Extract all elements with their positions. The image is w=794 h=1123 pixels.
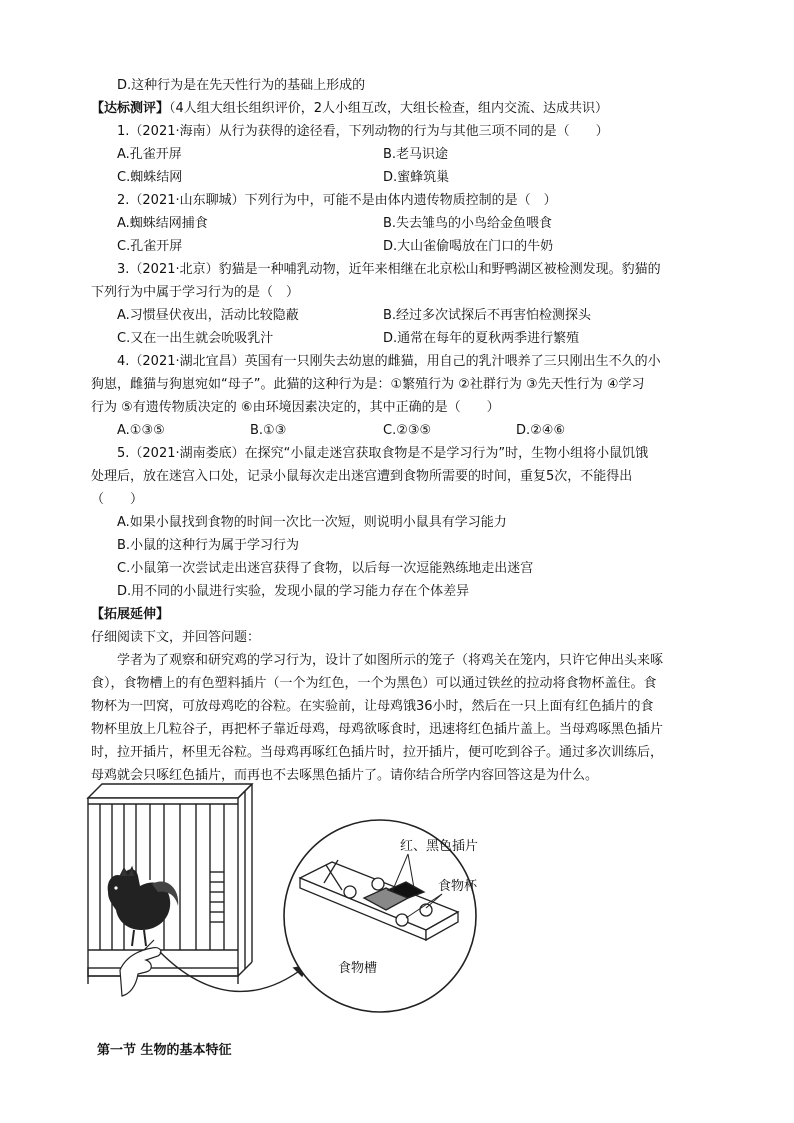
q3-option-b: B.经过多次试探后不再害怕检测探头 bbox=[383, 308, 592, 323]
passage-line: 物杯为一凹窝，可放母鸡吃的谷粒。在实验前，让母鸡饿36小时，然后在一只上面有红色插片的食 bbox=[91, 699, 654, 714]
q2-option-b: B.失去雏鸟的小鸟给金鱼喂食 bbox=[383, 216, 553, 231]
passage-line: 时，拉开插片，杯里无谷粒。当母鸡再啄红色插片时，拉开插片，便可吃到谷子。通过多次训练后， bbox=[91, 745, 664, 760]
q4-option-b: B.①③ bbox=[250, 423, 287, 438]
q2-option-c: C.孔雀开屏 bbox=[117, 239, 183, 254]
passage-line: 学者为了观察和研究鸡的学习行为，设计了如图所示的笼子（将鸡关在笼内，只许它伸出头来啄 bbox=[117, 653, 664, 668]
q3-option-c: C.又在一出生就会吮吸乳汁 bbox=[117, 331, 274, 346]
q2-option-a: A.蜘蛛结网捕食 bbox=[117, 216, 208, 231]
q1-option-d: D.蜜蜂筑巢 bbox=[383, 170, 450, 185]
section-header: 【达标测评】 bbox=[91, 101, 170, 116]
q5-option-d: D.用不同的小鼠进行实验，发现小鼠的学习能力存在个体差异 bbox=[117, 584, 470, 599]
q5-option-a: A.如果小鼠找到食物的时间一次比一次短，则说明小鼠具有学习能力 bbox=[117, 515, 507, 530]
q1-option-a: A.孔雀开屏 bbox=[117, 147, 182, 162]
q4-option-c: C.②③⑤ bbox=[383, 423, 432, 438]
q4-option-a: A.①③⑤ bbox=[117, 423, 165, 438]
question-3-text-cont: 下列行为中属于学习行为的是（ ） bbox=[91, 285, 300, 300]
q4-option-d: D.②④⑥ bbox=[516, 423, 566, 438]
passage-line: 母鸡就会只啄红色插片，而再也不去啄黑色插片了。请你结合所学内容回答这是为什么。 bbox=[91, 768, 599, 783]
passage-line: 食），食物槽上的有色塑料插片（一个为红色，一个为黑色）可以通过铁丝的拉动将食物杯盖住。食 bbox=[91, 676, 657, 691]
label-food-cup: 食物杯 bbox=[438, 879, 478, 894]
question-5-text: 5.（2021·湖南娄底）在探究“小鼠走迷宫获取食物是不是学习行为”时，生物小组将小鼠饥饿 bbox=[117, 446, 649, 461]
chicken-cage-figure bbox=[80, 780, 620, 1020]
passage-line: 物杯里放上几粒谷子，再把杯子靠近母鸡，母鸡欲啄食时，迅速将红色插片盖上。当母鸡啄黑色插片 bbox=[91, 722, 664, 737]
q2-option-d: D.大山雀偷喝放在门口的牛奶 bbox=[383, 239, 554, 254]
question-5-text-cont: 处理后，放在迷宫入口处，记录小鼠每次走出迷宫遭到食物所需要的时间，重复5次，不能得出 bbox=[91, 469, 633, 484]
q3-option-a: A.习惯昼伏夜出，活动比较隐蔽 bbox=[117, 308, 299, 323]
reading-intro: 仔细阅读下文，并回答问题： bbox=[91, 630, 261, 645]
question-4-text: 4.（2021·湖北宜昌）英国有一只刚失去幼崽的雌猫，用自己的乳汁喂养了三只刚出生不久的小 bbox=[117, 354, 661, 369]
q5-option-b: B.小鼠的这种行为属于学习行为 bbox=[117, 538, 300, 553]
question-4-text-cont: 狗崽，雌猫与狗崽宛如“母子”。此猫的这种行为是：①繁殖行为 ②社群行为 ③先天性行为 ④学习 bbox=[91, 377, 645, 392]
q1-option-c: C.蜘蛛结网 bbox=[117, 170, 183, 185]
option-text: D.这种行为是在先天性行为的基础上形成的 bbox=[117, 78, 366, 93]
q5-option-c: C.小鼠第一次尝试走出迷宫获得了食物，以后每一次逗能熟练地走出迷宫 bbox=[117, 561, 534, 576]
q1-option-b: B.老马识途 bbox=[383, 147, 449, 162]
q3-option-d: D.通常在每年的夏秋两季进行繁殖 bbox=[383, 331, 580, 346]
section-dabiao bbox=[91, 99, 608, 119]
question-1-text: 1.（2021·海南）从行为获得的途径看，下列动物的行为与其他三项不同的是（ ） bbox=[117, 124, 609, 139]
question-3-text: 3.（2021·北京）豹猫是一种哺乳动物，近年来相继在北京松山和野鸭湖区被检测发现。豹猫的 bbox=[117, 262, 661, 277]
question-4-text-cont: 行为 ⑤有遗传物质决定的 ⑥由环境因素决定的，其中正确的是（ ） bbox=[91, 400, 500, 415]
section-footer: 第一节 生物的基本特征 bbox=[97, 1043, 232, 1058]
section-header: 【拓展延伸】 bbox=[91, 607, 170, 622]
question-2-text: 2.（2021·山东聊城）下列行为中，可能不是由体内遗传物质控制的是（ ） bbox=[117, 193, 557, 208]
label-plates: 红、黑色插片 bbox=[400, 839, 479, 854]
label-food-trough: 食物槽 bbox=[338, 961, 378, 976]
question-5-text-cont: （ ） bbox=[91, 492, 144, 507]
section-note: （4人组大组长组织评价，2人小组互改，大组长检查，组内交流、达成共识） bbox=[169, 101, 609, 116]
